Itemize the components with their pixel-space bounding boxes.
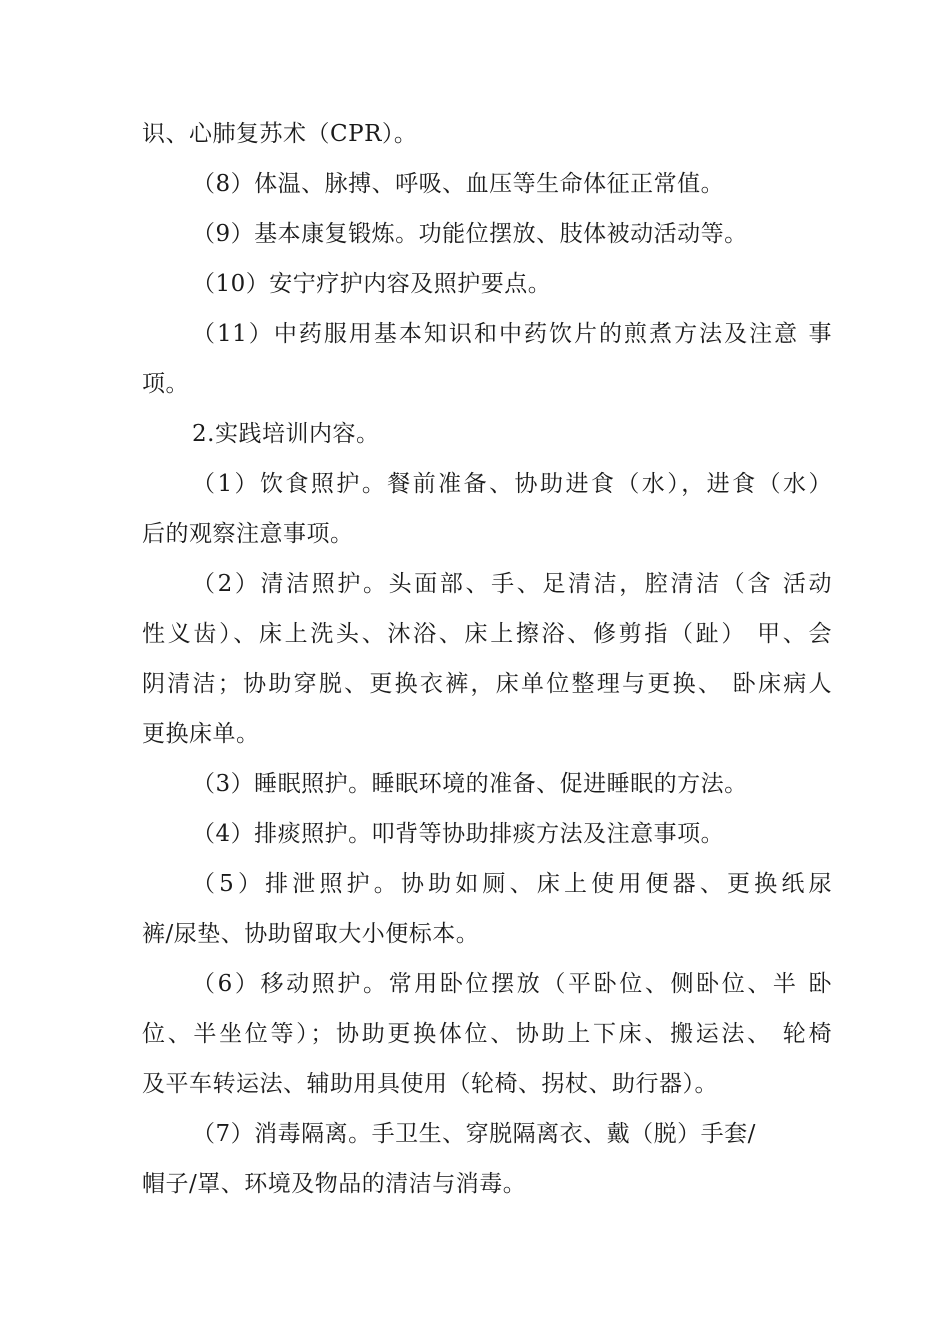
text-line-item-10: （10）安宁疗护内容及照护要点。 [192,271,552,297]
section-heading-practice: 2.实践培训内容。 [192,421,380,447]
text-line-item-8: （8）体温、脉搏、呼吸、血压等生命体征正常值。 [192,171,725,197]
text-line-item-9: （9）基本康复锻炼。功能位摆放、肢体被动活动等。 [192,221,748,247]
text-line-practice-2-cont-a: 性义齿）、床上洗头、沐浴、床上擦浴、修剪指（趾） 甲、会 [142,621,832,647]
text-line-practice-6: （6）移动照护。常用卧位摆放（平卧位、侧卧位、半 卧 [192,971,832,997]
text-line-practice-5-cont: 裤/尿垫、协助留取大小便标本。 [142,921,480,947]
text-line-practice-6-cont-a: 位、半坐位等）；协助更换体位、协助上下床、搬运法、 轮椅 [142,1021,832,1047]
text-line-practice-2-cont-c: 更换床单。 [142,721,260,747]
text-line-practice-7-cont: 帽子/罩、环境及物品的清洁与消毒。 [142,1171,527,1197]
text-line-practice-3: （3）睡眠照护。睡眠环境的准备、促进睡眠的方法。 [192,771,748,797]
text-line-practice-4: （4）排痰照护。叩背等协助排痰方法及注意事项。 [192,821,725,847]
text-line-practice-7: （7）消毒隔离。手卫生、穿脱隔离衣、戴（脱）手套/ [192,1121,756,1147]
text-line-practice-6-cont-b: 及平车转运法、辅助用具使用（轮椅、拐杖、助行器）。 [142,1071,718,1097]
text-line-cpr: 识、心肺复苏术（CPR）。 [142,121,418,147]
text-line-item-11-cont: 项。 [142,371,189,397]
text-line-practice-1-cont: 后的观察注意事项。 [142,521,354,547]
text-line-item-11: （11）中药服用基本知识和中药饮片的煎煮方法及注意 事 [192,321,832,347]
text-line-practice-5: （5）排泄照护。协助如厕、床上使用便器、更换纸尿 [192,871,832,897]
text-line-practice-1: （1）饮食照护。餐前准备、协助进食（水），进食（水） [192,471,832,497]
text-line-practice-2-cont-b: 阴清洁；协助穿脱、更换衣裤，床单位整理与更换、 卧床病人 [142,671,832,697]
text-line-practice-2: （2）清洁照护。头面部、手、足清洁，腔清洁（含 活动 [192,571,832,597]
